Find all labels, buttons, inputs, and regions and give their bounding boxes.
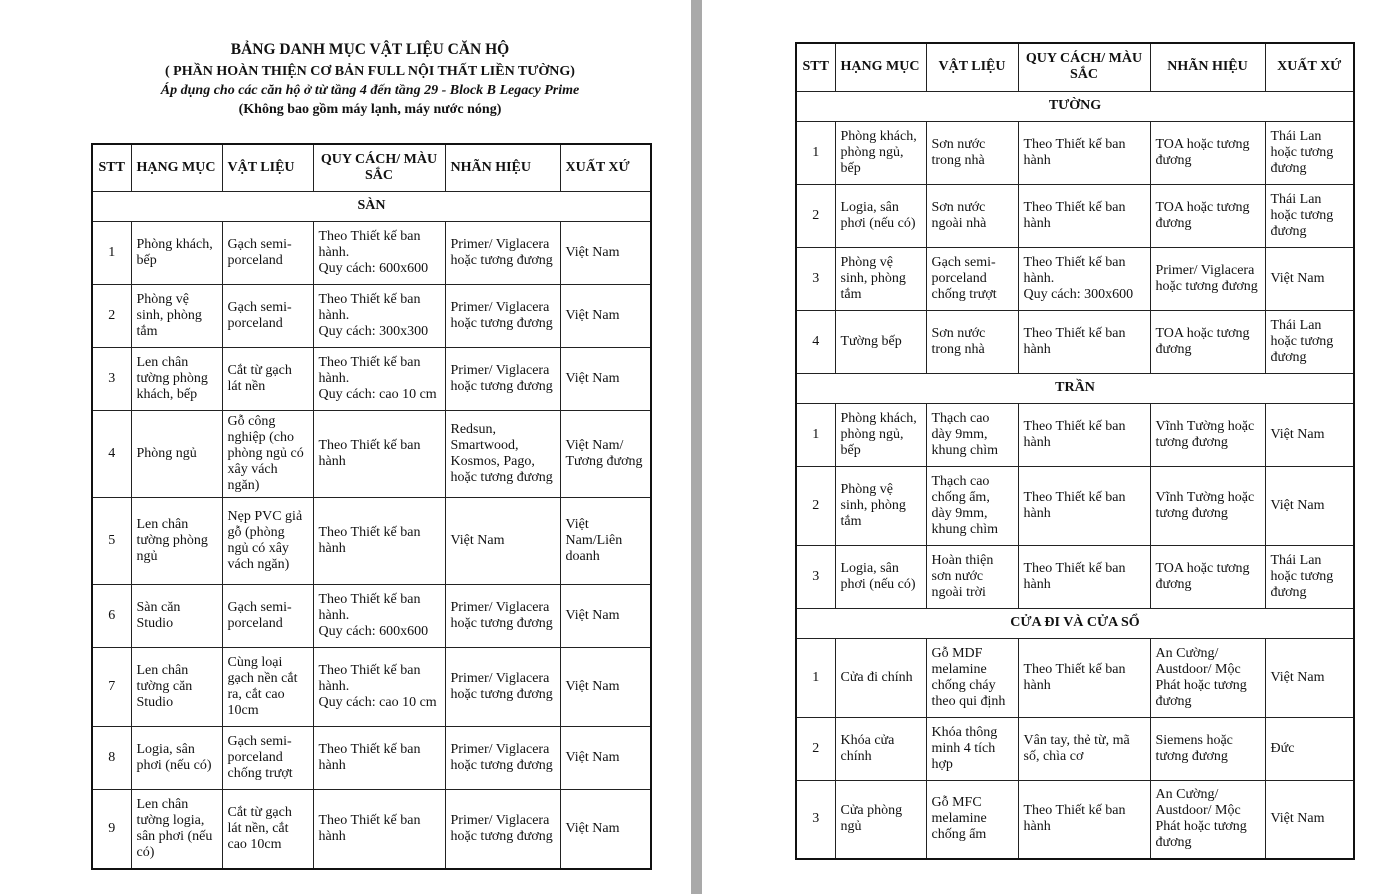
document-note: (Không bao gồm máy lạnh, máy nước nóng): [238, 102, 502, 117]
cell-spec: Theo Thiết kế ban hành: [1018, 121, 1150, 184]
cell-item: Len chân tường phòng khách, bếp: [131, 347, 222, 410]
table-row: [796, 310, 1354, 373]
cell-brand: Primer/ Viglacera hoặc tương đương: [445, 221, 560, 284]
cell-item: Logia, sân phơi (nếu có): [131, 726, 222, 789]
cell-material: Gỗ MDF melamine chống cháy theo qui định: [926, 638, 1018, 717]
cell-brand: TOA hoặc tương đương: [1150, 184, 1265, 247]
section-title: TƯỜNG: [796, 91, 1354, 121]
cell-stt: 4: [796, 310, 835, 373]
cell-origin: Việt Nam: [560, 347, 651, 410]
cell-stt: 4: [92, 410, 131, 497]
cell-item: Phòng khách, bếp: [131, 221, 222, 284]
cell-material: Sơn nước trong nhà: [926, 310, 1018, 373]
document-scope: Áp dụng cho các căn hộ ở từ tầng 4 đến tầng 29 - Block B Legacy Prime: [160, 83, 580, 98]
cell-spec: Theo Thiết kế ban hành. Quy cách: 300x300: [313, 284, 445, 347]
cell-material: Cắt từ gạch lát nền, cắt cao 10cm: [222, 789, 313, 869]
section-title: CỬA ĐI VÀ CỬA SỔ: [796, 608, 1354, 638]
cell-stt: 2: [92, 284, 131, 347]
cell-item: Phòng vệ sinh, phòng tắm: [131, 284, 222, 347]
cell-origin: Việt Nam: [560, 647, 651, 726]
cell-brand: Primer/ Viglacera hoặc tương đương: [445, 789, 560, 869]
cell-spec: Theo Thiết kế ban hành: [313, 497, 445, 584]
cell-item: Phòng khách, phòng ngủ, bếp: [835, 403, 926, 466]
cell-origin: Việt Nam: [560, 789, 651, 869]
cell-brand: An Cường/ Austdoor/ Mộc Phát hoặc tương đương: [1150, 638, 1265, 717]
cell-stt: 1: [92, 221, 131, 284]
table-row: [92, 497, 651, 584]
cell-spec: Theo Thiết kế ban hành: [1018, 638, 1150, 717]
table-row: [92, 347, 651, 410]
cell-stt: 3: [796, 545, 835, 608]
cell-spec: Theo Thiết kế ban hành: [1018, 310, 1150, 373]
cell-material: Gỗ công nghiệp (cho phòng ngủ có xây vách ngăn): [222, 410, 313, 497]
cell-brand: TOA hoặc tương đương: [1150, 121, 1265, 184]
cell-material: Gạch semi-porceland: [222, 284, 313, 347]
cell-material: Cắt từ gạch lát nền: [222, 347, 313, 410]
cell-material: Gỗ MFC melamine chống ẩm: [926, 780, 1018, 859]
cell-item: Cửa phòng ngủ: [835, 780, 926, 859]
header-spec: QUY CÁCH/ MÀU SẮC: [1018, 43, 1150, 91]
table-row: [796, 121, 1354, 184]
document-title: BẢNG DANH MỤC VẬT LIỆU CĂN HỘ: [230, 41, 510, 58]
cell-origin: Thái Lan hoặc tương đương: [1265, 545, 1354, 608]
cell-spec: Theo Thiết kế ban hành: [1018, 403, 1150, 466]
cell-stt: 3: [92, 347, 131, 410]
section-row-doors: [796, 608, 1354, 638]
cell-spec: Theo Thiết kế ban hành: [1018, 184, 1150, 247]
cell-item: Tường bếp: [835, 310, 926, 373]
cell-material: Gạch semi-porceland: [222, 584, 313, 647]
cell-origin: Việt Nam: [560, 584, 651, 647]
table-body-right: [796, 91, 1354, 859]
section-row-floor: [92, 191, 651, 221]
cell-stt: 2: [796, 717, 835, 780]
cell-stt: 5: [92, 497, 131, 584]
cell-brand: Primer/ Viglacera hoặc tương đương: [445, 284, 560, 347]
cell-brand: Vĩnh Tường hoặc tương đương: [1150, 466, 1265, 545]
table-row: [796, 717, 1354, 780]
cell-origin: Thái Lan hoặc tương đương: [1265, 121, 1354, 184]
header-origin: XUẤT XỨ: [560, 144, 651, 191]
cell-spec: Theo Thiết kế ban hành: [313, 726, 445, 789]
table-row: [796, 466, 1354, 545]
cell-brand: TOA hoặc tương đương: [1150, 545, 1265, 608]
header-material: VẬT LIỆU: [222, 144, 313, 191]
cell-stt: 9: [92, 789, 131, 869]
section-row-wall: [796, 91, 1354, 121]
cell-spec: Theo Thiết kế ban hành: [1018, 780, 1150, 859]
cell-brand: Primer/ Viglacera hoặc tương đương: [445, 647, 560, 726]
cell-item: Phòng vệ sinh, phòng tắm: [835, 466, 926, 545]
cell-origin: Việt Nam: [560, 284, 651, 347]
cell-material: Cùng loại gạch nền cắt ra, cắt cao 10cm: [222, 647, 313, 726]
cell-origin: Việt Nam: [1265, 780, 1354, 859]
header-stt: STT: [796, 43, 835, 91]
cell-spec: Theo Thiết kế ban hành. Quy cách: 600x600: [313, 584, 445, 647]
cell-item: Sàn căn Studio: [131, 584, 222, 647]
document-subtitle: ( PHẦN HOÀN THIỆN CƠ BẢN FULL NỘI THẤT LIỀN TƯỜNG): [165, 64, 575, 79]
table-header-row: [92, 144, 651, 191]
page-gutter: [691, 0, 702, 894]
cell-stt: 3: [796, 247, 835, 310]
cell-spec: Theo Thiết kế ban hành: [1018, 545, 1150, 608]
cell-origin: Thái Lan hoặc tương đương: [1265, 310, 1354, 373]
cell-item: Khóa cửa chính: [835, 717, 926, 780]
cell-material: Hoàn thiện sơn nước ngoài trời: [926, 545, 1018, 608]
cell-spec: Theo Thiết kế ban hành: [313, 789, 445, 869]
cell-item: Logia, sân phơi (nếu có): [835, 184, 926, 247]
cell-material: Nẹp PVC giả gỗ (phòng ngủ có xây vách ngăn): [222, 497, 313, 584]
cell-origin: Đức: [1265, 717, 1354, 780]
cell-spec: Theo Thiết kế ban hành. Quy cách: cao 10 cm: [313, 347, 445, 410]
cell-stt: 2: [796, 184, 835, 247]
table-row: [92, 726, 651, 789]
cell-spec: Theo Thiết kế ban hành. Quy cách: 300x600: [1018, 247, 1150, 310]
cell-material: Gạch semi-porceland: [222, 221, 313, 284]
table-row: [92, 221, 651, 284]
table-row: [92, 647, 651, 726]
header-brand: NHÃN HIỆU: [445, 144, 560, 191]
cell-stt: 1: [796, 403, 835, 466]
cell-origin: Việt Nam: [1265, 247, 1354, 310]
cell-material: Sơn nước trong nhà: [926, 121, 1018, 184]
table-row: [796, 545, 1354, 608]
table-row: [796, 780, 1354, 859]
cell-item: Cửa đi chính: [835, 638, 926, 717]
cell-origin: Việt Nam: [1265, 466, 1354, 545]
table-body-left: [92, 191, 651, 869]
header-stt: STT: [92, 144, 131, 191]
cell-stt: 8: [92, 726, 131, 789]
cell-material: Sơn nước ngoài nhà: [926, 184, 1018, 247]
cell-brand: Redsun, Smartwood, Kosmos, Pago, hoặc tương đương: [445, 410, 560, 497]
header-brand: NHÃN HIỆU: [1150, 43, 1265, 91]
cell-item: Logia, sân phơi (nếu có): [835, 545, 926, 608]
document-page-right: [702, 0, 1396, 894]
table-header-row: [796, 43, 1354, 91]
section-title: TRẦN: [796, 373, 1354, 403]
section-row-ceiling: [796, 373, 1354, 403]
table-row: [92, 284, 651, 347]
cell-stt: 2: [796, 466, 835, 545]
cell-item: Len chân tường căn Studio: [131, 647, 222, 726]
table-row: [92, 410, 651, 497]
cell-origin: Việt Nam: [560, 726, 651, 789]
cell-stt: 3: [796, 780, 835, 859]
cell-stt: 6: [92, 584, 131, 647]
cell-material: Khóa thông minh 4 tích hợp: [926, 717, 1018, 780]
header-material: VẬT LIỆU: [926, 43, 1018, 91]
cell-material: Gạch semi-porceland chống trượt: [222, 726, 313, 789]
cell-origin: Việt Nam: [560, 221, 651, 284]
cell-stt: 1: [796, 638, 835, 717]
cell-spec: Theo Thiết kế ban hành. Quy cách: cao 10 cm: [313, 647, 445, 726]
cell-brand: An Cường/ Austdoor/ Mộc Phát hoặc tương đương: [1150, 780, 1265, 859]
table-row: [92, 584, 651, 647]
header-origin: XUẤT XỨ: [1265, 43, 1354, 91]
cell-material: Thạch cao dày 9mm, khung chìm: [926, 403, 1018, 466]
materials-table-floor: [91, 143, 652, 870]
section-title: SÀN: [92, 191, 651, 221]
cell-brand: Primer/ Viglacera hoặc tương đương: [445, 584, 560, 647]
cell-origin: Việt Nam/Liên doanh: [560, 497, 651, 584]
cell-brand: TOA hoặc tương đương: [1150, 310, 1265, 373]
cell-item: Phòng khách, phòng ngủ, bếp: [835, 121, 926, 184]
cell-item: Len chân tường logia, sân phơi (nếu có): [131, 789, 222, 869]
cell-origin: Thái Lan hoặc tương đương: [1265, 184, 1354, 247]
table-row: [92, 789, 651, 869]
table-row: [796, 403, 1354, 466]
cell-stt: 1: [796, 121, 835, 184]
cell-material: Thạch cao chống ẩm, dày 9mm, khung chìm: [926, 466, 1018, 545]
header-item: HẠNG MỤC: [131, 144, 222, 191]
cell-spec: Theo Thiết kế ban hành: [1018, 466, 1150, 545]
materials-table-wall-ceiling-doors: [795, 42, 1355, 860]
document-page-left: [0, 0, 691, 894]
cell-brand: Vĩnh Tường hoặc tương đương: [1150, 403, 1265, 466]
cell-origin: Việt Nam: [1265, 403, 1354, 466]
cell-brand: Siemens hoặc tương đương: [1150, 717, 1265, 780]
cell-item: Len chân tường phòng ngủ: [131, 497, 222, 584]
cell-material: Gạch semi-porceland chống trượt: [926, 247, 1018, 310]
cell-brand: Primer/ Viglacera hoặc tương đương: [445, 347, 560, 410]
cell-origin: Việt Nam/ Tương đương: [560, 410, 651, 497]
cell-item: Phòng ngủ: [131, 410, 222, 497]
cell-spec: Theo Thiết kế ban hành: [313, 410, 445, 497]
table-row: [796, 638, 1354, 717]
cell-spec: Vân tay, thẻ từ, mã số, chìa cơ: [1018, 717, 1150, 780]
cell-spec: Theo Thiết kế ban hành. Quy cách: 600x600: [313, 221, 445, 284]
cell-stt: 7: [92, 647, 131, 726]
table-row: [796, 247, 1354, 310]
cell-brand: Việt Nam: [445, 497, 560, 584]
header-item: HẠNG MỤC: [835, 43, 926, 91]
table-row: [796, 184, 1354, 247]
header-spec: QUY CÁCH/ MÀU SẮC: [313, 144, 445, 191]
cell-origin: Việt Nam: [1265, 638, 1354, 717]
cell-brand: Primer/ Viglacera hoặc tương đương: [1150, 247, 1265, 310]
cell-brand: Primer/ Viglacera hoặc tương đương: [445, 726, 560, 789]
cell-item: Phòng vệ sinh, phòng tắm: [835, 247, 926, 310]
